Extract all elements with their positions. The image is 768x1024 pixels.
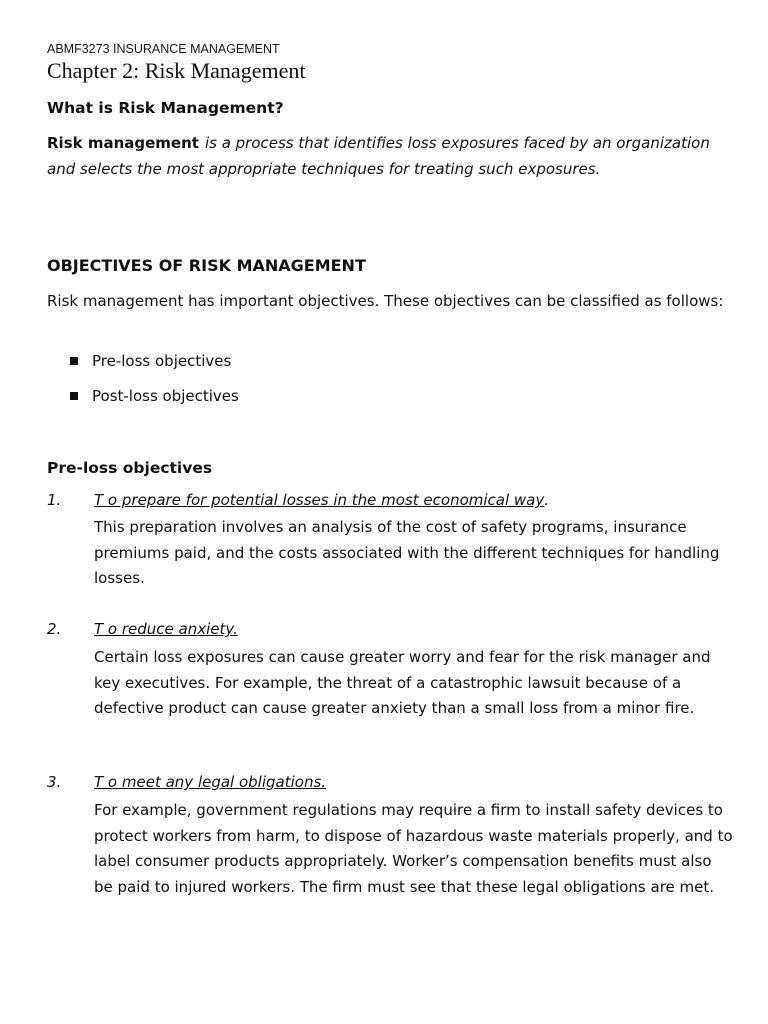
- item-number: 3.: [47, 773, 62, 791]
- objectives-heading: OBJECTIVES OF RISK MANAGEMENT: [47, 256, 366, 275]
- item-title: T o meet any legal obligations.: [94, 773, 327, 791]
- pre-loss-heading: Pre-loss objectives: [47, 459, 213, 477]
- item-title: [94, 491, 549, 509]
- item-body: Certain loss exposures can cause greater worry and fear for the risk manager and key executives. For example, the threat of a catastrophic lawsuit because of a defective product can cause greater anxiety than a small loss from a minor fire.: [94, 648, 711, 717]
- bullet-item: [70, 387, 239, 405]
- item-number: 2.: [47, 620, 62, 638]
- bullet-label: Post-loss objectives: [92, 387, 239, 405]
- course-code: ABMF3273 INSURANCE MANAGEMENT: [47, 42, 280, 56]
- chapter-title: Chapter 2: Risk Management: [47, 58, 306, 83]
- item-number: 1.: [47, 491, 62, 509]
- item-body: This preparation involves an analysis of the cost of safety programs, insurance premiums paid, and the costs associated with the different techniques for handling losses.: [94, 518, 720, 587]
- question-heading: What is Risk Management?: [47, 99, 284, 117]
- item-title-text: T o prepare for potential losses in the most economical way: [94, 491, 545, 509]
- square-bullet-icon: [70, 357, 78, 365]
- definition-text: is a process that identifies loss exposures faced by an organization and selects the most appropriate techniques for treating such exposures.: [47, 134, 710, 178]
- objectives-intro: Risk management has important objectives. These objectives can be classified as follows:: [47, 292, 724, 310]
- bullet-label: Pre-loss objectives: [92, 352, 232, 370]
- item-title: T o reduce anxiety.: [94, 620, 238, 638]
- square-bullet-icon: [70, 392, 78, 400]
- item-body: For example, government regulations may require a firm to install safety devices to protect workers from harm, to dispose of hazardous waste materials properly, and to label consumer products appropriately. Worker’s compensation benefits must also be paid to injured workers. The firm must see that these legal obligations are met.: [94, 801, 733, 896]
- definition-paragraph: [47, 131, 737, 182]
- bullet-item: [70, 352, 231, 370]
- item-title-suffix: .: [544, 491, 550, 509]
- definition-term: Risk management: [47, 134, 199, 152]
